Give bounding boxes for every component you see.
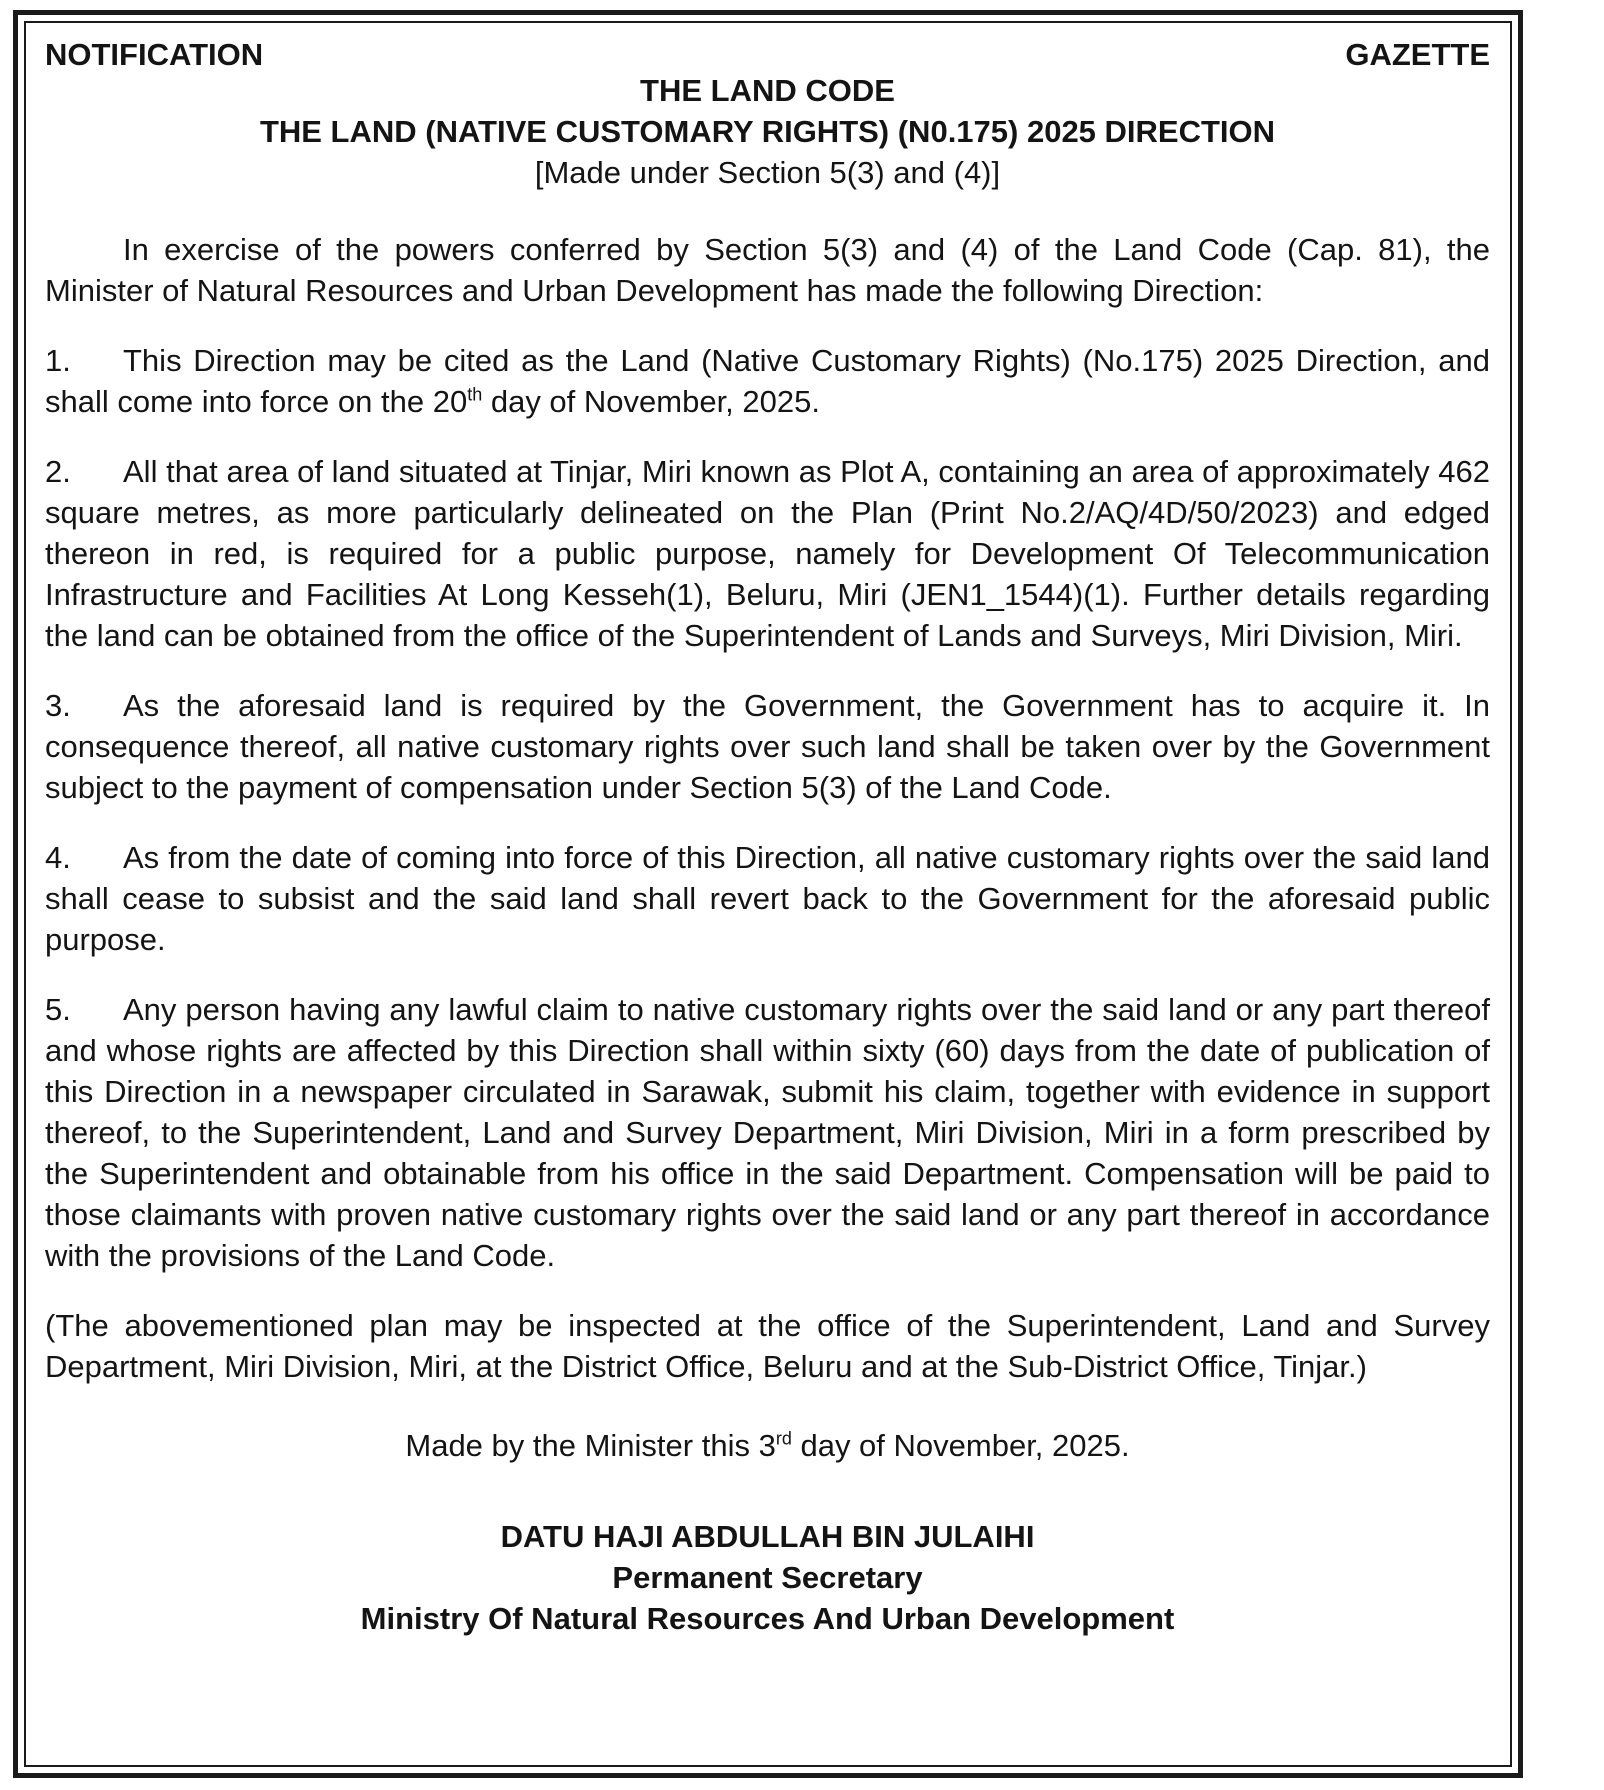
clause-text: All that area of land situated at Tinjar, Miri known as Plot A, containing an area of approximately 462 square metres, as more particularly delineated on the Plan (Print No.2/AQ/4D/50/2023) and edged thereon in red, is required for a public purpose, namely for Development Of Telecommunication Infrastructure and Facilities At Long Kesseh(1), Beluru, Miri (JEN1_1544)(1). Further details regarding the land can be obtained from the office of the Superintendent of Lands and Surveys, Miri Division, Miri. (45, 454, 1490, 653)
clause-4 (45, 837, 1490, 960)
clause-3 (45, 685, 1490, 808)
clause-text: As from the date of coming into force of this Direction, all native customary rights over the said land shall cease to subsist and the said land shall revert back to the Government for the aforesaid public purpose. (45, 840, 1490, 957)
ordinal-suffix: rd (775, 1428, 792, 1449)
title-direction: THE LAND (NATIVE CUSTOMARY RIGHTS) (N0.175) 2025 DIRECTION (259, 114, 1276, 149)
clause-number: 2. (45, 454, 71, 489)
clause-number: 4. (45, 840, 71, 875)
clause-number: 1. (45, 343, 71, 378)
made-by-minister (45, 1425, 1490, 1466)
signatory-ministry: Ministry Of Natural Resources And Urban Development (360, 1601, 1175, 1636)
notice-header (45, 30, 1490, 74)
inspection-note: (The abovementioned plan may be inspected at the office of the Superintendent, Land and Survey Department, Miri Division, Miri, at the District Office, Beluru and at the Sub-District Office, Tinjar.) (45, 1308, 1490, 1384)
clause-text-end: day of November, 2025. (482, 384, 820, 419)
clause-5 (45, 989, 1490, 1276)
gazette-label: GAZETTE (1345, 37, 1490, 72)
gazette-notice (45, 30, 1490, 1639)
clause-number: 5. (45, 992, 71, 1027)
clause-text: Any person having any lawful claim to native customary rights over the said land or any part thereof and whose rights are affected by this Direction shall within sixty (60) days from the date of publication of this Direction in a newspaper circulated in Sarawak, submit his claim, together with evidence in support thereof, to the Superintendent, Land and Survey Department, Miri Division, Miri in a form prescribed by the Superintendent and obtainable from his office in the said Department. Compensation will be paid to those claimants with proven native customary rights over the said land or any part thereof in accordance with the provisions of the Land Code. (45, 992, 1490, 1273)
signatory-name: DATU HAJI ABDULLAH BIN JULAIHI (500, 1519, 1035, 1554)
made-text: Made by the Minister this 3 (405, 1428, 776, 1463)
ordinal-suffix: th (467, 384, 483, 405)
clause-text: This Direction may be cited as the Land (Native Customary Rights) (No.175) 2025 Direction, and shall come into force on the 20 (45, 343, 1490, 419)
clause-1 (45, 340, 1490, 422)
clause-2 (45, 451, 1490, 656)
signature-block (45, 1516, 1490, 1639)
notification-label: NOTIFICATION (45, 37, 264, 72)
title-land-code: THE LAND CODE (640, 73, 895, 108)
subtitle-made-under: [Made under Section 5(3) and (4)] (534, 155, 1001, 190)
clause-text: As the aforesaid land is required by the Government, the Government has to acquire it. In consequence thereof, all native customary rights over such land shall be taken over by the Government subject to the payment of compensation under Section 5(3) of the Land Code. (45, 688, 1490, 805)
made-text-end: day of November, 2025. (791, 1428, 1130, 1463)
signatory-position: Permanent Secretary (612, 1560, 923, 1595)
clause-number: 3. (45, 688, 71, 723)
intro-paragraph: In exercise of the powers conferred by Section 5(3) and (4) of the Land Code (Cap. 81), the Minister of Natural Resources and Urban Development has made the following Direction: (45, 232, 1490, 308)
